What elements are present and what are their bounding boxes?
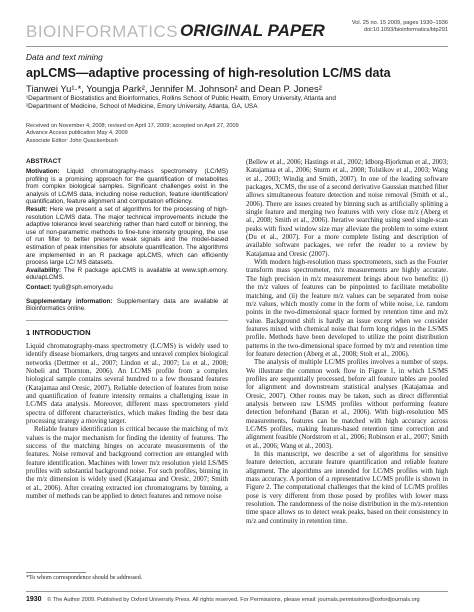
copyright-text: © The Author 2009. Published by Oxford University Press. All rights reserved. For Permissions, please email: journals.permissions@oxfordjournals.org bbox=[47, 597, 420, 603]
journal-header bbox=[26, 20, 448, 44]
left-column bbox=[26, 158, 228, 501]
result-text: Here we present a set of algorithms for the processing of high-resolution LC/MS data. The major technical improvements include the adaptive tolerance level searching rather than hard cutoff or binning, the use of non-parametric methods to fine-tune intensity grouping, the use of run filter to better preserve weak signals and the model-based estimation of peak intensities for absolute quantification. The algorithms are implemented in an R package apLCMS, which can efficiently process large LC/ MS datasets. bbox=[26, 205, 229, 267]
contact-label: Contact: bbox=[26, 283, 52, 291]
received-line: Received on November 4, 2008; revised on April 17, 2009; accepted on April 27, 2009 bbox=[26, 123, 239, 129]
motivation-label: Motivation: bbox=[26, 168, 60, 175]
motivation-text: Liquid chromatography-mass spectrometry (LC/MS) profiling is a promising approach for the quantification of metabolites from complex biological samples. Significant challenges exist in the analysis of LC/MS data, including noise reduction, feature identification/ quantification, feature alignment and computation efficiency. bbox=[26, 168, 228, 206]
publication-dates bbox=[26, 123, 239, 145]
journal-name: BIOINFORMATICS bbox=[26, 22, 179, 41]
availability-text: The R package apLCMS is available at www.sph.emory. edu/apLCMS. bbox=[26, 266, 229, 282]
affiliation-1: ¹Department of Biostatistics and Bioinformatics, Rollins School of Public Health, Emory University, Atlanta and bbox=[26, 95, 336, 102]
volume-line: Vol. 25 no. 15 2009, pages 1930–1936 bbox=[351, 20, 448, 26]
abstract-contact bbox=[26, 284, 228, 292]
abstract-motivation bbox=[26, 168, 228, 206]
section-heading: Data and text mining bbox=[26, 52, 103, 62]
introduction-heading: 1 INTRODUCTION bbox=[26, 327, 91, 337]
right-paragraph-4: In this manuscript, we describe a set of algorithms for sensitive feature detection, accurate feature quantification and reliable feature alignment. The algorithms are intended for LC/MS profiles with high mass accuracy. A portion of a representative LC/MS profile is shown in Figure 2. The computational challenges that the kind of LC/MS profiles pose is very different from those posed by profiles with lower mass resolution. The randomness of the noise distribution in the m/z-retention time space allows us to detect weak peaks, based on their consistency in m/z and continuity in retention time. bbox=[246, 450, 448, 525]
contact-email[interactable]: tyu8@sph.emory.edu bbox=[53, 283, 113, 291]
correspondence-footnote: *To whom correspondence should be addressed. bbox=[26, 575, 143, 581]
header-rule bbox=[26, 46, 448, 47]
right-paragraph-2: With modern high-resolution mass spectrometers, such as the Fourier transform mass spectrometer, m/z measurements are highly accurate. The high precision in m/z measurement brings about two benefits: (i) the m/z values of features can be pinpointed to facilitate metabolite matching, and (ii) the feature m/z values can be separated from noise m/z values, which mostly come in the form of white noise, i.e. random points in the two-dimensional space formed by retention time and m/z value. Background shift is hardly an issue except when we consider features mixed with chemical noise that form long ridges in the LS/MS profile. Methods have been developed to utilize the point distribution patterns in the two-dimensional space formed by m/z and retention time for feature detection (Aberg et al., 2008; Stolt et al., 2006). bbox=[246, 258, 448, 358]
right-paragraph-3: The analysis of multiple LC/MS profiles involves a number of steps. We illustrate the common work flow in Figure 1, in which LS/MS profiles are sequentially processed, before all feature tables are pooled for alignment and downstream statistical analyses (Katajamaa and Oresic, 2007). Other routes may be taken, such as direct differential analysis between raw LS/MS profiles without performing feature detection beforehand (Baran et al., 2006). With high-resolution MS measurements, features can be matched with high accuracy across LC/MS profiles, making feature-based retention time correction and alignment feasible (Nordstrom et al., 2006; Robinson et al., 2007; Smith et al., 2006; Wang et al., 2003). bbox=[246, 358, 448, 450]
doi-line[interactable]: doi:10.1093/bioinformatics/btp291 bbox=[364, 27, 448, 34]
volume-info bbox=[352, 20, 448, 34]
abstract-availability bbox=[26, 267, 228, 282]
intro-paragraph-2: Reliable feature identification is critical because the matching of m/z values is the major mechanism for finding the identity of features. The success of the matching hinges on accurate measurements of the features. Noise removal and background correction are entangled with feature identification. Machines with lower m/z resolution yield LS/MS profiles with substantial background noise. For such profiles, binning in the m/z dimension is widely used (Katajamaa and Oresic, 2007; Smith et al., 2006). After creating extracted ion chromatograms by binning, a number of methods can be applied to detect features and remove noise bbox=[26, 425, 228, 501]
footnote-rule bbox=[26, 572, 86, 573]
page-footer bbox=[26, 596, 448, 603]
result-label: Result: bbox=[26, 205, 48, 213]
abstract-result bbox=[26, 206, 228, 267]
supplementary-label: Supplementary information: bbox=[26, 297, 113, 305]
abstract-supplementary bbox=[26, 298, 228, 313]
right-column bbox=[246, 158, 448, 525]
paper-title: apLCMS—adaptive processing of high-resolution LC/MS data bbox=[26, 66, 391, 80]
author-list: Tianwei Yu¹·*, Youngja Park², Jennifer M. Johnson² and Dean P. Jones² bbox=[26, 83, 322, 94]
availability-label: Availability: bbox=[26, 266, 62, 274]
editor-line: Associate Editor: John Quackenbush bbox=[26, 137, 118, 144]
footer-rule bbox=[26, 591, 448, 592]
advance-access-line: Advance Access publication May 4, 2009 bbox=[26, 130, 128, 137]
affiliation-2: ²Department of Medicine, School of Medicine, Emory University, Atlanta, GA, USA bbox=[26, 103, 258, 111]
intro-paragraph-1: Liquid chromatography-mass spectrometry (LC/MS) is widely used to identify disease biomarkers, drug targets and unravel complex biological networks (Dettmer et al., 2007; Lindon et al., 2007; Lu et al., 2008; Nobeli and Thornton, 2006). An LC/MS profile from a complex biological sample contains several hundred to a few thousand features (Katajamaa and Oresic, 2007). Reliable detection of features from noise and quantification of feature intensity remains a challenging issue in LC/MS data analysis. Moreover, different mass spectrometers yield spectra of different characteristics, which makes finding the best data processing strategy a moving target. bbox=[26, 341, 228, 426]
abstract-heading: ABSTRACT bbox=[26, 158, 62, 165]
abstract-divider bbox=[26, 320, 228, 321]
affiliations bbox=[26, 95, 336, 112]
paper-type: ORIGINAL PAPER bbox=[180, 21, 325, 40]
page-number: 1930 bbox=[26, 596, 42, 603]
right-paragraph-1: (Bellew et al., 2006; Hastings et al., 2002; Idborg-Bjorkman et al., 2003; Katajamaa et al., 2006; Sturm et al., 2008; Tolstikov et al., 2003; Wang et al., 2003; Windig and Smith, 2007). In one of the leading software packages, XCMS, the use of a second derivative Gaussian matched filter allows simultaneous feature detection and noise removal (Smith et al., 2006). There are issues created by binning such as artificially splitting a single feature and merging two features with very close m/z (Aberg et al., 2008; Smith et al., 2006). Iterative searching using seed single-scan peaks with fixed window size may alleviate the problem to some extent (Du et al., 2007). For a more complete listing and description of available software packages, we refer the reader to a review by Katajamaa and Oresic (2007). bbox=[246, 158, 448, 258]
supplementary-text: Supplementary data are available at Bioinformatics online. bbox=[26, 297, 228, 313]
